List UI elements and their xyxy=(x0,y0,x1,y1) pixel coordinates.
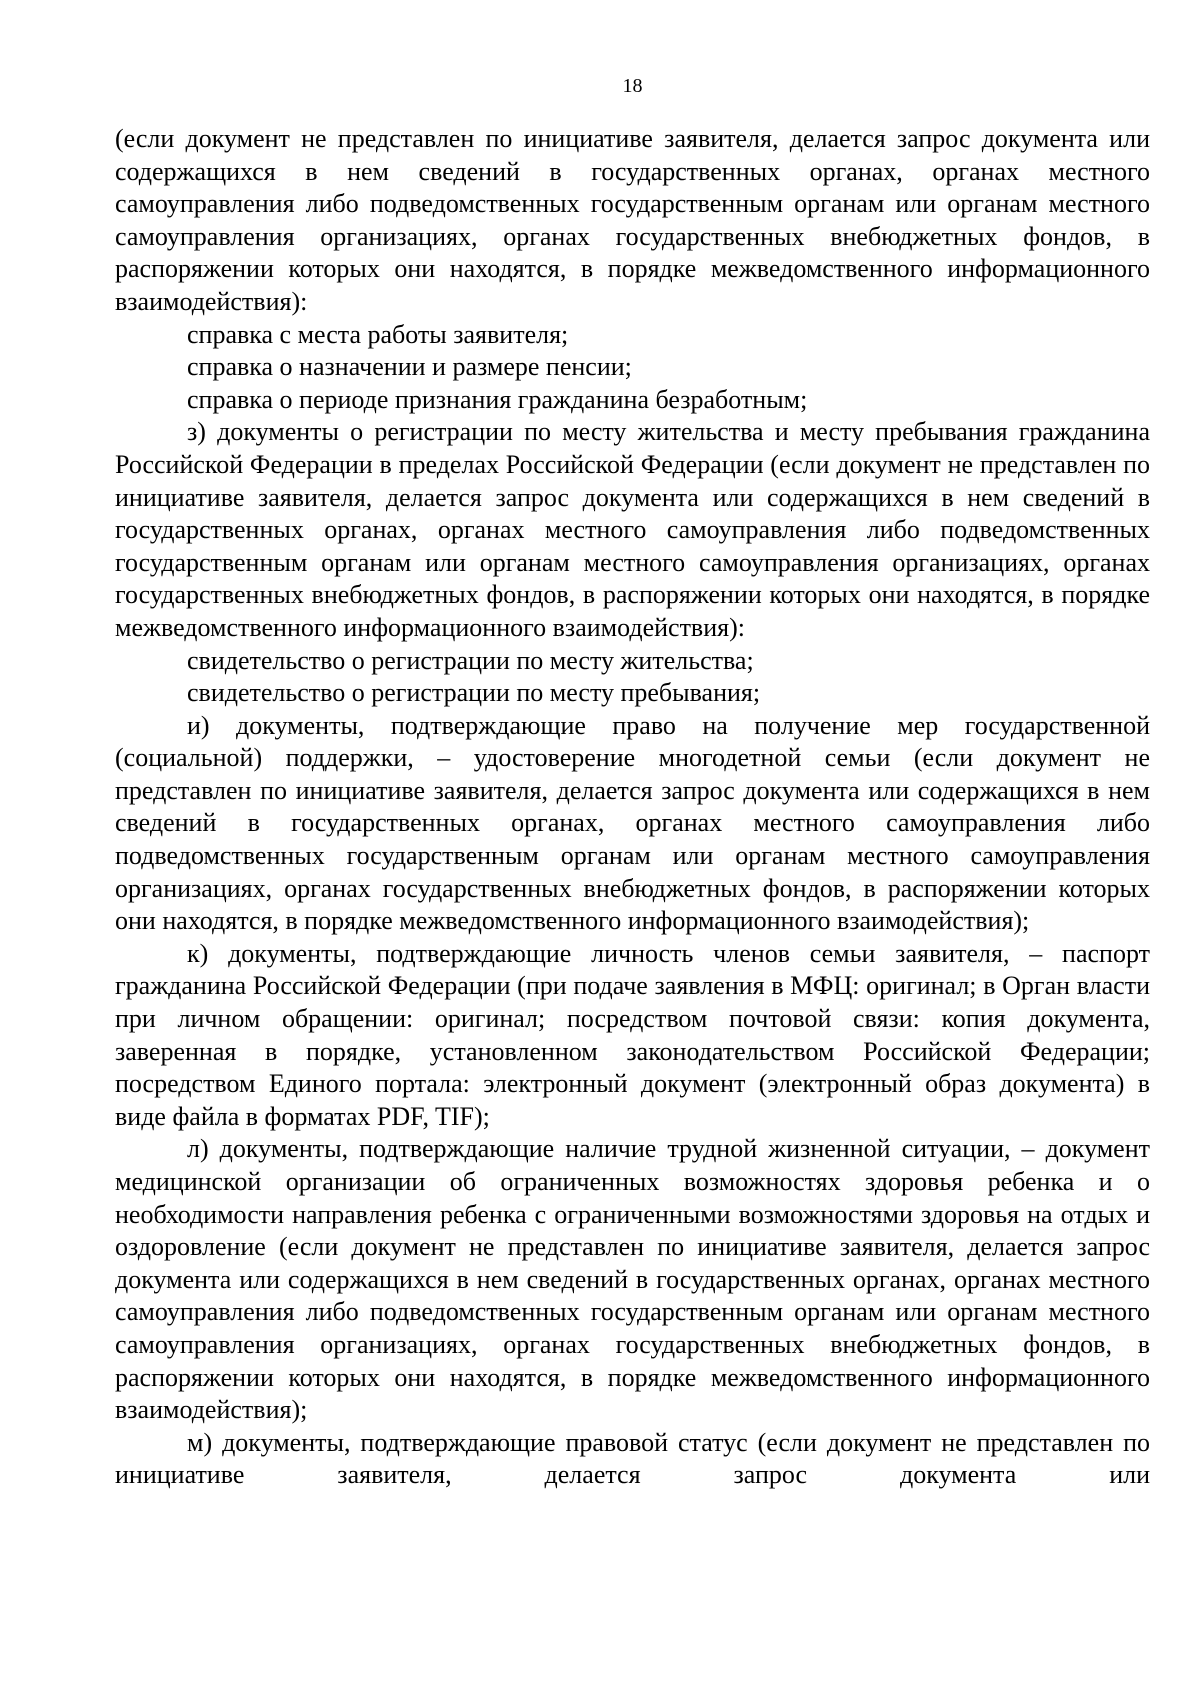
list-item-pension-certificate: справка о назначении и размере пенсии; xyxy=(187,352,632,382)
list-item-residence-registration: свидетельство о регистрации по месту жительства; xyxy=(187,645,754,675)
paragraph-item-m: м) документы, подтверждающие правовой статус (если документ не представлен по инициативе заявителя, делается запрос документа или xyxy=(115,1427,1150,1490)
list-item-work-certificate: справка с места работы заявителя; xyxy=(187,319,569,349)
document-body xyxy=(115,123,1150,1492)
list-item-unemployment-certificate: справка о периоде признания гражданина безработным; xyxy=(187,384,808,414)
paragraph-item-l: л) документы, подтверждающие наличие трудной жизненной ситуации, – документ медицинской организации об ограниченных возможностях здоровья ребенка и о необходимости направления ребенка с ограниченными возможностями здоровья на отдых и оздоровление (если документ не представлен по инициативе заявителя, делается запрос документа или содержащихся в нем сведений в государственных органах, органах местного самоуправления либо подведомственных государственным органам или органам местного самоуправления организациях, органах государственных внебюджетных фондов, в распоряжении которых они находятся, в порядке межведомственного информационного взаимодействия); xyxy=(115,1134,1150,1425)
paragraph-item-i: и) документы, подтверждающие право на получение мер государственной (социальной) поддержки, – удостоверение многодетной семьи (если документ не представлен по инициативе заявителя, делается запрос документа или содержащихся в нем сведений в государственных органах, органах местного самоуправления либо подведомственных государственным органам или органам местного самоуправления организациях, органах государственных внебюджетных фондов, в распоряжении которых они находятся, в порядке межведомственного информационного взаимодействия); xyxy=(115,710,1150,936)
paragraph-item-z: з) документы о регистрации по месту жительства и месту пребывания гражданина Российской Федерации в пределах Российской Федерации (если документ не представлен по инициативе заявителя, делается запрос документа или содержащихся в нем сведений в государственных органах, органах местного самоуправления либо подведомственных государственным органам или органам местного самоуправления организациях, органах государственных внебюджетных фондов, в распоряжении которых они находятся, в порядке межведомственного информационного взаимодействия): xyxy=(115,417,1150,642)
list-item-stay-registration: свидетельство о регистрации по месту пребывания; xyxy=(187,678,761,708)
page-number: 18 xyxy=(622,75,643,97)
paragraph-item-k: к) документы, подтверждающие личность членов семьи заявителя, – паспорт гражданина Российской Федерации (при подаче заявления в МФЦ: оригинал; в Орган власти при личном обращении: оригинал; посредством почтовой связи: копия документа, заверенная в порядке, установленном законодательством Российской Федерации; посредством Единого портала: электронный документ (электронный образ документа) в виде файла в форматах PDF, TIF); xyxy=(115,938,1150,1131)
paragraph-intro-continuation: (если документ не представлен по инициативе заявителя, делается запрос документа или содержащихся в нем сведений в государственных органах, органах местного самоуправления либо подведомственных государственным органам или органам местного самоуправления организациях, органах государственных внебюджетных фондов, в распоряжении которых они находятся, в порядке межведомственного информационного взаимодействия): xyxy=(115,124,1150,316)
